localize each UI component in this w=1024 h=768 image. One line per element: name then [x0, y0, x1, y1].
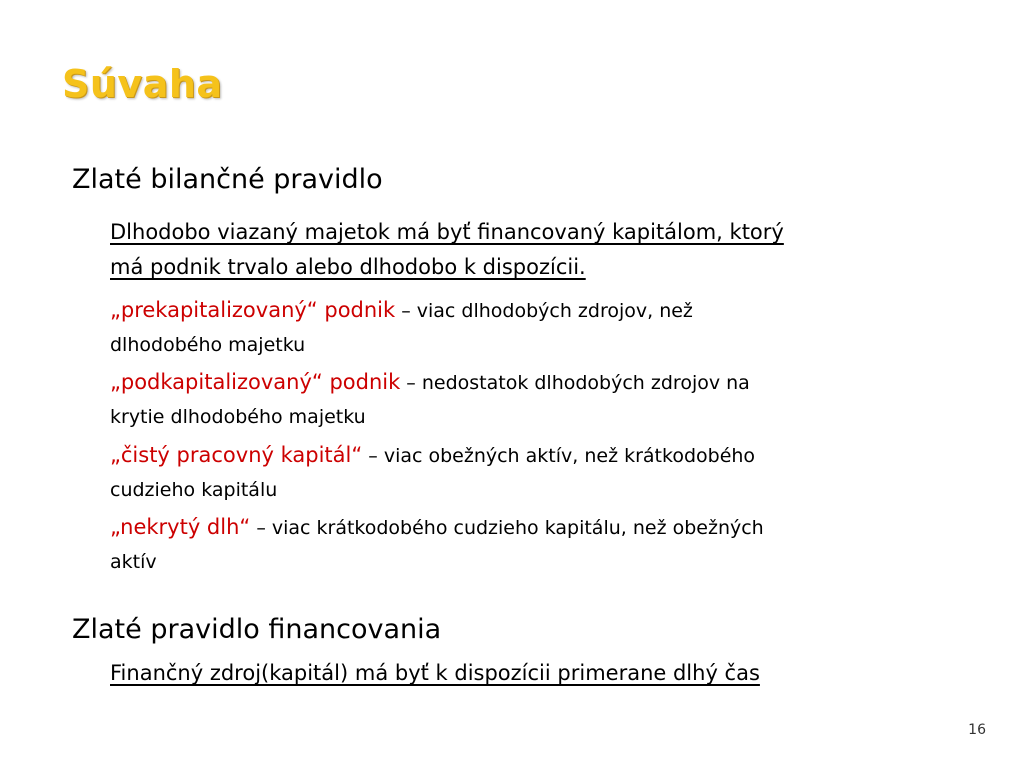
term-label: „prekapitalizovaný“ podnik — [110, 298, 396, 322]
term-item-undercapitalized — [110, 370, 750, 394]
term-description-continued: cudzieho kapitálu — [110, 479, 278, 501]
term-description: – nedostatok dlhodobých zdrojov na — [400, 372, 750, 394]
page-number: 16 — [968, 722, 986, 738]
slide-title: Súvaha — [62, 62, 223, 106]
term-item-overcapitalized — [110, 298, 693, 322]
term-item-uncovered-debt — [110, 515, 764, 539]
term-label: „nekrytý dlh“ — [110, 515, 251, 539]
term-description: – viac krátkodobého cudzieho kapitálu, než obežných — [250, 517, 764, 539]
section-heading-golden-balance-rule: Zlaté bilančné pravidlo — [72, 164, 383, 195]
term-item-net-working-capital — [110, 443, 755, 467]
term-description-continued: dlhodobého majetku — [110, 334, 306, 356]
golden-balance-rule-text-line-1: Dlhodobo viazaný majetok má byť financovaný kapitálom, ktorý — [110, 220, 784, 244]
golden-financing-rule-text: Finančný zdroj(kapitál) má byť k dispozícii primerane dlhý čas — [110, 661, 760, 685]
section-heading-golden-financing-rule: Zlaté pravidlo financovania — [72, 614, 442, 645]
term-description-continued: aktív — [110, 551, 157, 573]
term-description: – viac dlhodobých zdrojov, než — [395, 300, 693, 322]
golden-balance-rule-text-line-2: má podnik trvalo alebo dlhodobo k dispozícii. — [110, 255, 586, 279]
term-label: „čistý pracovný kapitál“ — [110, 443, 363, 467]
term-label: „podkapitalizovaný“ podnik — [110, 370, 401, 394]
term-description: – viac obežných aktív, než krátkodobého — [362, 445, 756, 467]
term-description-continued: krytie dlhodobého majetku — [110, 406, 366, 428]
